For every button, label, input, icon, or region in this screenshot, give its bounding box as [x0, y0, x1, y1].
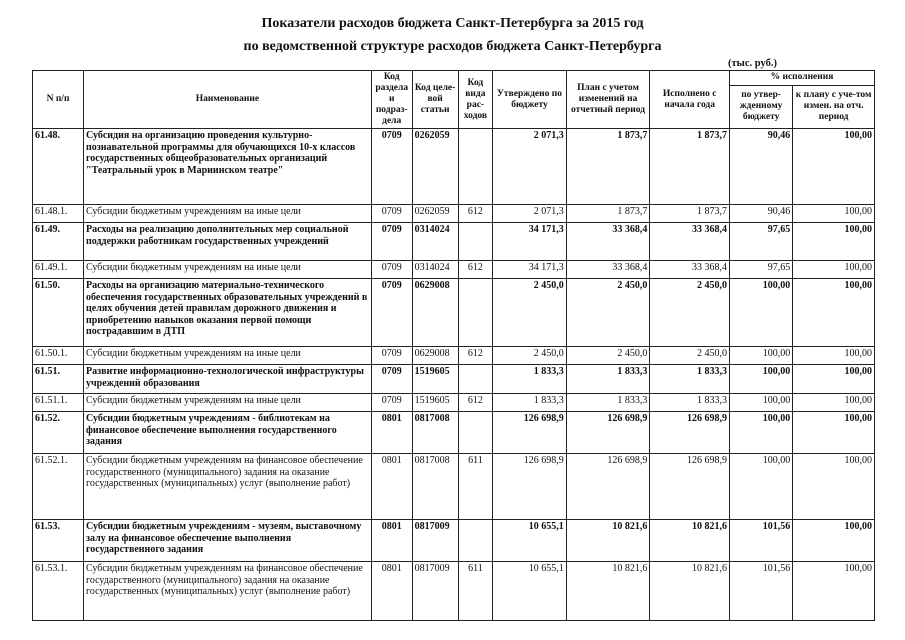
cell-percent-approved: 101,56: [729, 562, 792, 621]
cell-approved: 10 655,1: [493, 562, 566, 621]
header-percent-approved: по утвер-жденному бюджету: [729, 85, 792, 129]
cell-number: 61.50.1.: [33, 347, 84, 365]
cell-percent-approved: 100,00: [729, 347, 792, 365]
cell-expense-type: [458, 129, 493, 205]
cell-name: Развитие информационно-технологической инфраструктуры учреждений образования: [84, 365, 372, 394]
cell-name: Субсидии бюджетным учреждениям на иные цели: [84, 394, 372, 412]
cell-percent-plan: 100,00: [793, 562, 875, 621]
cell-name: Субсидии бюджетным учреждениям - библиотекам на финансовое обеспечение выполнения государственного задания: [84, 412, 372, 454]
cell-executed: 10 821,6: [650, 520, 730, 562]
cell-section-code: 0801: [371, 562, 412, 621]
cell-article-code: 0262059: [412, 129, 458, 205]
expenses-table: [32, 70, 875, 621]
cell-percent-plan: 100,00: [793, 223, 875, 261]
cell-percent-approved: 90,46: [729, 205, 792, 223]
cell-percent-approved: 100,00: [729, 279, 792, 347]
cell-percent-approved: 100,00: [729, 365, 792, 394]
table-row: [33, 261, 875, 279]
cell-executed: 2 450,0: [650, 347, 730, 365]
cell-approved: 2 071,3: [493, 205, 566, 223]
cell-executed: 1 833,3: [650, 365, 730, 394]
table-row: [33, 223, 875, 261]
cell-section-code: 0801: [371, 520, 412, 562]
cell-percent-plan: 100,00: [793, 394, 875, 412]
cell-plan: 1 833,3: [566, 394, 650, 412]
cell-plan: 126 698,9: [566, 454, 650, 520]
cell-plan: 2 450,0: [566, 279, 650, 347]
cell-name: Расходы на организацию материально-технического обеспечения государственных образовательных учреждений в целях обучения детей правилам дорожного движения и приобретению навыков оказания первой помощи пострадавшим в ДТП: [84, 279, 372, 347]
cell-plan: 33 368,4: [566, 223, 650, 261]
cell-plan: 2 450,0: [566, 347, 650, 365]
cell-approved: 2 450,0: [493, 279, 566, 347]
header-vid: Код вида рас-ходов: [458, 71, 493, 129]
cell-number: 61.52.1.: [33, 454, 84, 520]
cell-approved: 1 833,3: [493, 365, 566, 394]
cell-expense-type: 612: [458, 347, 493, 365]
cell-executed: 1 873,7: [650, 129, 730, 205]
cell-name: Субсидии бюджетным учреждениям - музеям, выставочному залу на финансовое обеспечение выполнения государственного задания: [84, 520, 372, 562]
cell-plan: 1 873,7: [566, 205, 650, 223]
cell-article-code: 0817009: [412, 520, 458, 562]
cell-name: Субсидии бюджетным учреждениям на иные цели: [84, 205, 372, 223]
cell-expense-type: [458, 412, 493, 454]
cell-approved: 34 171,3: [493, 223, 566, 261]
cell-plan: 1 873,7: [566, 129, 650, 205]
cell-percent-plan: 100,00: [793, 347, 875, 365]
cell-plan: 10 821,6: [566, 562, 650, 621]
cell-approved: 126 698,9: [493, 412, 566, 454]
cell-executed: 1 873,7: [650, 205, 730, 223]
cell-approved: 10 655,1: [493, 520, 566, 562]
cell-expense-type: 612: [458, 261, 493, 279]
cell-number: 61.49.: [33, 223, 84, 261]
cell-plan: 1 833,3: [566, 365, 650, 394]
cell-percent-approved: 90,46: [729, 129, 792, 205]
cell-number: 61.51.: [33, 365, 84, 394]
cell-article-code: 0314024: [412, 261, 458, 279]
cell-name: Субсидии бюджетным учреждениям на иные цели: [84, 347, 372, 365]
cell-article-code: 0629008: [412, 347, 458, 365]
cell-name: Субсидии бюджетным учреждениям на финансовое обеспечение государственного (муниципального) задания на оказание государственных (муниципальных) услуг (выполнение работ): [84, 562, 372, 621]
cell-percent-approved: 97,65: [729, 223, 792, 261]
cell-name: Расходы на реализацию дополнительных мер социальной поддержки работникам государственных учреждений: [84, 223, 372, 261]
table-row: [33, 205, 875, 223]
cell-percent-approved: 101,56: [729, 520, 792, 562]
cell-section-code: 0709: [371, 365, 412, 394]
table-row: [33, 454, 875, 520]
cell-name: Субсидии бюджетным учреждениям на иные цели: [84, 261, 372, 279]
cell-section-code: 0709: [371, 347, 412, 365]
cell-executed: 2 450,0: [650, 279, 730, 347]
cell-article-code: 1519605: [412, 365, 458, 394]
cell-article-code: 1519605: [412, 394, 458, 412]
document-title: Показатели расходов бюджета Санкт-Петербурга за 2015 год: [261, 16, 644, 31]
cell-name: Субсидия на организацию проведения культурно-познавательной программы для обучающихся 10-х классов государственных общеобразовательных организаций "Театральный урок в Мариинском театре": [84, 129, 372, 205]
cell-number: 61.48.1.: [33, 205, 84, 223]
table-row: [33, 279, 875, 347]
cell-executed: 10 821,6: [650, 562, 730, 621]
cell-article-code: 0262059: [412, 205, 458, 223]
units-label: (тыс. руб.): [728, 58, 777, 69]
cell-article-code: 0817008: [412, 412, 458, 454]
cell-percent-plan: 100,00: [793, 365, 875, 394]
cell-percent-approved: 100,00: [729, 412, 792, 454]
cell-percent-plan: 100,00: [793, 205, 875, 223]
cell-expense-type: 612: [458, 205, 493, 223]
header-plan: План с учетом изменений на отчетный период: [566, 71, 650, 129]
cell-section-code: 0801: [371, 454, 412, 520]
cell-percent-approved: 100,00: [729, 454, 792, 520]
cell-number: 61.52.: [33, 412, 84, 454]
cell-approved: 1 833,3: [493, 394, 566, 412]
cell-number: 61.50.: [33, 279, 84, 347]
cell-approved: 2 450,0: [493, 347, 566, 365]
header-percent-plan: к плану с уче-том измен. на отч. период: [793, 85, 875, 129]
header-razdel: Код раздела и подраз-дела: [371, 71, 412, 129]
cell-percent-plan: 100,00: [793, 129, 875, 205]
cell-expense-type: [458, 520, 493, 562]
cell-section-code: 0709: [371, 223, 412, 261]
cell-article-code: 0817009: [412, 562, 458, 621]
cell-percent-plan: 100,00: [793, 520, 875, 562]
cell-plan: 33 368,4: [566, 261, 650, 279]
cell-number: 61.53.1.: [33, 562, 84, 621]
cell-number: 61.49.1.: [33, 261, 84, 279]
cell-executed: 33 368,4: [650, 261, 730, 279]
cell-article-code: 0817008: [412, 454, 458, 520]
document-subtitle: по ведомственной структуре расходов бюджета Санкт-Петербурга: [243, 39, 662, 54]
header-percent: % исполнения: [729, 71, 874, 86]
cell-executed: 126 698,9: [650, 454, 730, 520]
cell-expense-type: 612: [458, 394, 493, 412]
table-row: [33, 347, 875, 365]
header-num: N п/п: [33, 71, 84, 129]
cell-approved: 34 171,3: [493, 261, 566, 279]
cell-number: 61.48.: [33, 129, 84, 205]
cell-section-code: 0709: [371, 129, 412, 205]
cell-number: 61.51.1.: [33, 394, 84, 412]
header-name: Наименование: [84, 71, 372, 129]
cell-section-code: 0801: [371, 412, 412, 454]
cell-percent-plan: 100,00: [793, 454, 875, 520]
header-approved: Утверждено по бюджету: [493, 71, 566, 129]
table-row: [33, 562, 875, 621]
header-executed: Исполнено с начала года: [650, 71, 730, 129]
table-row: [33, 129, 875, 205]
cell-section-code: 0709: [371, 394, 412, 412]
table-row: [33, 365, 875, 394]
header-statia: Код целе-вой статьи: [412, 71, 458, 129]
table-row: [33, 394, 875, 412]
table-row: [33, 520, 875, 562]
cell-article-code: 0314024: [412, 223, 458, 261]
cell-executed: 126 698,9: [650, 412, 730, 454]
cell-name: Субсидии бюджетным учреждениям на финансовое обеспечение государственного (муниципального) задания на оказание государственных (муниципальных) услуг (выполнение работ): [84, 454, 372, 520]
cell-expense-type: [458, 279, 493, 347]
table-row: [33, 412, 875, 454]
cell-executed: 33 368,4: [650, 223, 730, 261]
cell-approved: 2 071,3: [493, 129, 566, 205]
cell-percent-plan: 100,00: [793, 261, 875, 279]
cell-section-code: 0709: [371, 279, 412, 347]
cell-approved: 126 698,9: [493, 454, 566, 520]
cell-number: 61.53.: [33, 520, 84, 562]
cell-percent-plan: 100,00: [793, 279, 875, 347]
cell-percent-approved: 97,65: [729, 261, 792, 279]
cell-plan: 126 698,9: [566, 412, 650, 454]
cell-plan: 10 821,6: [566, 520, 650, 562]
cell-section-code: 0709: [371, 205, 412, 223]
cell-expense-type: [458, 365, 493, 394]
cell-percent-plan: 100,00: [793, 412, 875, 454]
cell-percent-approved: 100,00: [729, 394, 792, 412]
cell-expense-type: [458, 223, 493, 261]
cell-article-code: 0629008: [412, 279, 458, 347]
cell-expense-type: 611: [458, 454, 493, 520]
cell-section-code: 0709: [371, 261, 412, 279]
cell-expense-type: 611: [458, 562, 493, 621]
cell-executed: 1 833,3: [650, 394, 730, 412]
